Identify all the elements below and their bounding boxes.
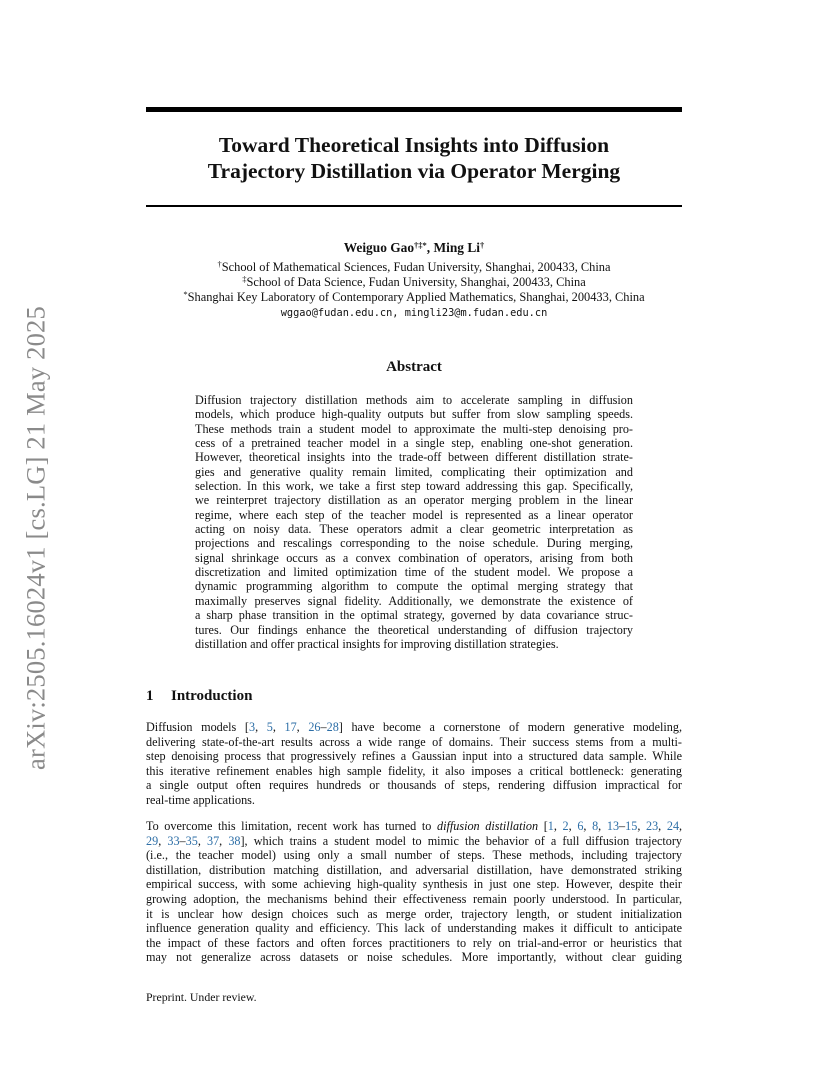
- citation-link[interactable]: 28: [326, 720, 339, 734]
- title-rule-top: [146, 107, 682, 112]
- intro-paragraph-2: [146, 819, 682, 965]
- paragraph-line: distillation, distribution matching distillation, and adversarial distillation, have demonstrated striking: [146, 862, 682, 877]
- paragraph-line: the impact of these factors and often forces practitioners to rely on trial-and-error or heuristics that: [146, 935, 682, 950]
- text-run: ], which trains a student model to mimic the behavior of a full diffusion trajectory: [240, 833, 683, 848]
- affiliation: [146, 275, 682, 290]
- paragraph-line: delivering state-of-the-art results across a wide range of domains. Their success stems from a multi-: [146, 734, 682, 749]
- abstract-line: dynamic programming algorithm to compute the optimal merging strategy that: [195, 579, 633, 594]
- text-run: ,: [272, 720, 285, 734]
- abstract-line: acting on noisy data. These operators admit a clear geometric interpretation as: [195, 522, 633, 537]
- section-heading-introduction: [146, 688, 252, 705]
- abstract-line: Diffusion trajectory distillation methods aim to accelerate sampling in diffusion: [195, 393, 633, 407]
- affiliation-text: Shanghai Key Laboratory of Contemporary Applied Mathematics, Shanghai, 200433, China: [187, 290, 645, 304]
- paragraph-line: (i.e., the teacher model) using only a small number of steps. These methods, including trajectory: [146, 848, 682, 863]
- intro-paragraph-1: [146, 720, 682, 808]
- abstract-line: projections and rescalings corresponding to the noise schedule. During merging,: [195, 536, 633, 551]
- title-rule-bottom: [146, 205, 682, 207]
- paper-title: [146, 132, 682, 184]
- author-emails[interactable]: wggao@fudan.edu.cn, mingli23@m.fudan.edu.cn: [280, 307, 548, 319]
- abstract-line: selection. In this work, we take a first step toward addressing this gap. Specifically,: [195, 479, 633, 494]
- title-line-1: Toward Theoretical Insights into Diffusion: [218, 133, 610, 157]
- affiliation: [146, 290, 682, 305]
- abstract-line: cess of a pretrained teacher model in a single step, enabling one-shot generation.: [195, 436, 633, 451]
- abstract-heading: Abstract: [386, 359, 442, 375]
- section-title: Introduction: [171, 688, 253, 704]
- affiliation-mark: *: [183, 289, 188, 299]
- citation-link[interactable]: 8: [592, 819, 599, 833]
- abstract-line: a sharp phase transition in the optimal strategy, governed by data covariance struc-: [195, 608, 633, 623]
- paragraph-line: it is unclear how design choices such as merge order, trajectory length, or student initialization: [146, 906, 682, 921]
- citation-link[interactable]: 26: [308, 720, 321, 734]
- paragraph-line: To overcome this limitation, recent work has turned to diffusion distillation [1, 2, 6, 8, 13–15, 23, 24,: [146, 819, 683, 833]
- paragraph-line: growing adoption, the mechanisms behind their effectiveness remain poorly understood. In particular,: [146, 891, 682, 906]
- citation-link[interactable]: 33: [167, 833, 180, 848]
- paragraph-line: real-time applications.: [146, 792, 255, 807]
- citation-link[interactable]: 38: [228, 833, 241, 848]
- citation-link[interactable]: 5: [266, 720, 273, 734]
- paragraph-line: empirical success, with some achieving high-quality synthesis in just one step. However, despite their: [146, 877, 682, 892]
- abstract-line: signal shrinkage occurs as a convex combination of operators, arising from both: [195, 550, 633, 565]
- author-marks: †: [480, 240, 485, 250]
- text-run: ,: [679, 819, 683, 833]
- text-run: ,: [296, 720, 309, 734]
- abstract-line: discretization and limited optimization time of the student model. We propose a: [195, 565, 633, 580]
- citation-link[interactable]: 17: [284, 720, 297, 734]
- citation-link[interactable]: 29: [146, 833, 159, 848]
- text-run: ,: [255, 720, 267, 734]
- author-list: [146, 240, 682, 256]
- citation-link[interactable]: 37: [206, 833, 220, 848]
- author-name: Ming Li: [433, 240, 481, 255]
- affiliation-text: School of Mathematical Sciences, Fudan University, Shanghai, 200433, China: [221, 260, 611, 274]
- affiliation-mark: †: [217, 259, 222, 269]
- abstract-line: However, theoretical insights into the trade-off between different distillation strate-: [195, 450, 633, 465]
- citation-link[interactable]: 35: [185, 833, 198, 848]
- abstract-line: gies and generative quality remain limited, complicating their optimization and: [195, 464, 633, 479]
- text-run: –: [320, 720, 327, 734]
- paragraph-line: a single output often requires hundreds or thousands of steps, rendering diffusion impractical for: [146, 778, 682, 793]
- affiliation-text: School of Data Science, Fudan University, Shanghai, 200433, China: [246, 275, 586, 289]
- abstract-body: [195, 393, 633, 651]
- emphasis-text: diffusion distillation: [436, 819, 539, 833]
- citation-link[interactable]: 23: [645, 819, 659, 833]
- citation-link[interactable]: 13: [606, 819, 620, 833]
- text-run: Diffusion models [: [146, 720, 249, 734]
- text-run: [: [538, 819, 548, 833]
- paragraph-line: this iterative refinement enables high sample fidelity, it also imposes a critical bottleneck: generating: [146, 763, 682, 778]
- citation-link[interactable]: 15: [625, 819, 638, 833]
- paragraph-line: [146, 720, 682, 735]
- author-name: Weiguo Gao: [343, 240, 415, 255]
- abstract-line: distillation and offer practical insights for improving distillation strategies.: [195, 636, 559, 651]
- citation-link[interactable]: 1: [547, 819, 554, 833]
- citation-link[interactable]: 6: [577, 819, 584, 833]
- abstract-line: maximally preserves signal fidelity. Additionally, we demonstrate the existence of: [195, 593, 633, 608]
- author-marks: †‡*: [414, 240, 427, 250]
- author-separator: ,: [426, 240, 434, 255]
- title-line-2: Trajectory Distillation via Operator Merging: [207, 159, 621, 183]
- paragraph-line: influence generation quality and efficiency. This lack of understanding makes it difficult to anticipate: [146, 921, 682, 936]
- paragraph-line: may not generalize across datasets or noise schedules. More importantly, without clear guiding: [146, 950, 682, 965]
- citation-link[interactable]: 24: [666, 819, 680, 833]
- paragraph-line: 29, 33–35, 37, 38], which trains a student model to mimic the behavior of a full diffusion trajectory: [146, 833, 683, 848]
- abstract-line: These methods train a student model to approximate the multi-step denoising pro-: [195, 421, 633, 436]
- citation-link[interactable]: 2: [562, 819, 569, 833]
- page-footer: Preprint. Under review.: [146, 990, 257, 1004]
- section-number: 1: [146, 688, 154, 704]
- citation-link[interactable]: 3: [248, 720, 256, 734]
- text-run: ] have become a cornerstone of modern generative modeling,: [338, 720, 683, 734]
- abstract-line: tures. Our findings enhance the theoretical understanding of diffusion trajectory: [195, 622, 633, 637]
- abstract-line: we reinterpret trajectory distillation as an operator merging problem in the linear: [195, 493, 633, 508]
- abstract-line: models, which produce high-quality outputs but suffer from slow sampling speeds.: [195, 407, 633, 422]
- affiliation: [146, 260, 682, 275]
- text-run: To overcome this limitation, recent work has turned to: [146, 819, 437, 833]
- affiliation-mark: ‡: [242, 274, 247, 284]
- paragraph-line: step denoising process that progressively refines a Gaussian input into a structured data sample. While: [146, 749, 682, 764]
- arxiv-identifier: arXiv:2505.16024v1 [cs.LG] 21 May 2025: [20, 306, 51, 770]
- abstract-line: regime, where each step of the teacher model is represented as a linear operator: [195, 507, 633, 522]
